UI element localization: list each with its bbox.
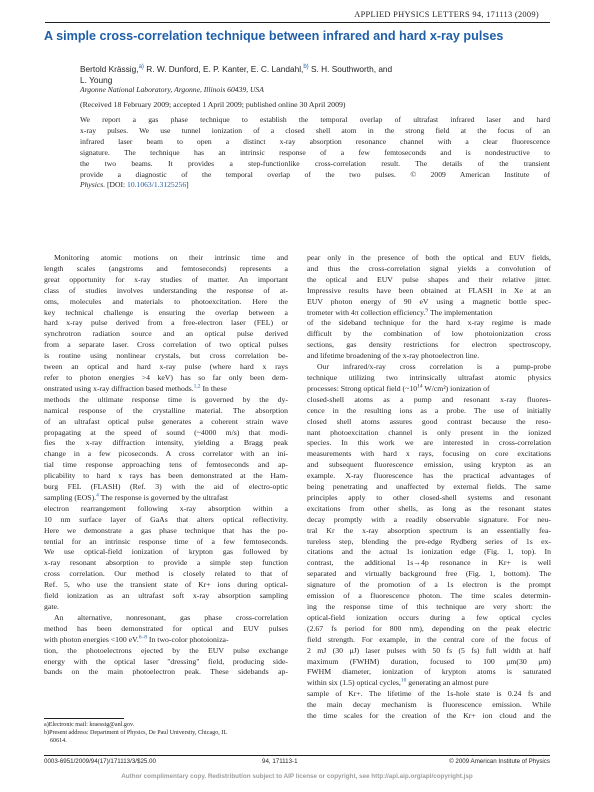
doi-close: ] xyxy=(186,180,189,190)
right-line: tureless step, blending the pre-edge Rydberg series of 1s ex- xyxy=(307,536,551,546)
right-line: (2.67 fs period for 800 nm), depending on the peak electric xyxy=(307,623,551,633)
right-line: and subsequent fluorescence emission, using krypton as an xyxy=(307,460,551,470)
right-line xyxy=(307,384,551,395)
footnote-address-cont: 60614. xyxy=(50,738,67,745)
left-line: from a separate laser. Cross correlation of two optical pulses xyxy=(44,340,288,350)
left-line xyxy=(44,635,288,646)
author-last: L. Young xyxy=(80,74,113,85)
right-line: contrast, the additional 1s→4p resonance in Kr+ is well xyxy=(307,558,551,568)
author-list xyxy=(80,62,475,86)
left-line xyxy=(44,384,288,395)
right-line: example. X-ray fluorescence has the practical advantages of xyxy=(307,471,551,481)
ref-1-2[interactable]: 1,2 xyxy=(193,383,201,390)
right-text: processes: Strong optical field (~10 xyxy=(307,383,418,393)
author-1-mark[interactable]: a) xyxy=(138,64,144,70)
right-text: generating an almost pure xyxy=(406,678,489,688)
right-text: W/cm²) ionization of xyxy=(422,383,490,393)
right-column xyxy=(307,253,551,722)
left-line: Here we demonstrate a gas phase technique that has the po- xyxy=(44,525,288,535)
footnotes xyxy=(44,721,288,746)
right-line: pear only in the presence of both the optical and EUV fields, xyxy=(307,253,551,262)
left-line xyxy=(44,493,288,504)
right-line: FWHM diameter, ionization of krypton atoms is saturated xyxy=(307,667,551,677)
author-1: Bertold Krässig, xyxy=(80,63,139,74)
right-line: sections, gas density restrictions for electron spectroscopy, xyxy=(307,340,551,350)
affiliation: Argonne National Laboratory, Argonne, Illinois 60439, USA xyxy=(80,85,264,94)
right-line: Impressive results have been obtained at FLASH in Xe at an xyxy=(307,285,551,295)
left-line: electron rearrangement following x-ray absorption within a xyxy=(44,503,288,513)
abstract-line: signature. The technique has an intrinsic response of a few femtoseconds and is nondestructive to xyxy=(80,147,550,157)
left-line: plicability to hard x rays has been demonstrated at the Ham- xyxy=(44,471,288,481)
right-line: EUV photon energy of 90 eV using a magnetic bottle spec- xyxy=(307,296,551,306)
right-line: 2 mJ (30 μJ) laser pulses with 50 fs (5 fs) full width at half xyxy=(307,645,551,655)
left-line: of an ultrafast optical pulse generates a coherent strain wave xyxy=(44,416,288,426)
right-text: trometer with 4π collection efficiency. xyxy=(307,307,426,317)
left-line: synchrotron radiation source and an optical pulse derived xyxy=(44,329,288,339)
left-line: method has been demonstrated for optical and EUV pulses xyxy=(44,623,288,633)
exponent-14: 14 xyxy=(417,383,423,390)
left-text: The response is governed by the ultrafast xyxy=(98,492,229,502)
left-line: change in a few picoseconds. A cross correlator with an ini- xyxy=(44,449,288,459)
footer-issn: 0003-6951/2009/94(17)/171113/3/$25.00 xyxy=(44,758,156,765)
right-line: measurements with hard x rays, focusing on core excitations xyxy=(307,449,551,459)
authors-2: R. W. Dunford, E. P. Kanter, E. C. Landahl, xyxy=(143,63,304,74)
right-line xyxy=(307,308,551,319)
left-line: fies the x-ray diffraction intensity, yielding a Bragg peak xyxy=(44,438,288,448)
ref-6-8[interactable]: 6–8 xyxy=(138,634,147,641)
left-line: class of studies involves understanding the response of at- xyxy=(44,285,288,295)
right-line: ing the response time of this technique are very short: the xyxy=(307,602,551,611)
left-line: field ionization as an ultrafast soft x-ray absorption sampling xyxy=(44,591,288,601)
right-line: decay promptly with a readily observable signature. For neu- xyxy=(307,514,551,524)
right-line xyxy=(307,678,551,689)
copyright-notice: Author complimentary copy. Redistribution subject to AIP license or copyright, see http://apl.aip.org/apl/copyright.jsp xyxy=(121,773,473,780)
left-line: gate. xyxy=(44,602,59,611)
ref-10[interactable]: 10 xyxy=(400,677,407,684)
received-dates: (Received 18 February 2009; accepted 1 April 2009; published online 30 April 2009) xyxy=(80,100,346,109)
authors-3: S. H. Southworth, and xyxy=(308,63,393,74)
right-line: difficult by the combination of low photoionization cross xyxy=(307,329,551,339)
right-line: species. In this work we are interested in cross-correlation xyxy=(307,438,551,448)
ref-4[interactable]: 4 xyxy=(96,492,99,499)
right-line: tral Kr the x-ray absorption spectrum is an essentially fea- xyxy=(307,525,551,535)
left-line: is routine using nonlinear crystals, but cross correlation be- xyxy=(44,351,288,361)
abstract-line: We report a gas phase technique to establish the temporal overlap of ultrafast infrared laser and hard xyxy=(80,115,550,124)
right-text: The implementation xyxy=(428,307,493,317)
footer-copyright: © 2009 American Institute of Physics xyxy=(449,758,550,765)
abstract-line: infrared laser beam to open a distinct x-ray absorption resonance channel with a clear fluorescence xyxy=(80,136,550,146)
left-line: tion, the photoelectrons ejected by the EUV pulse exchange xyxy=(44,645,288,655)
right-line: principles apply to other closed-shell systems and resonant xyxy=(307,492,551,502)
right-line: Our infrared/x-ray cross correlation is a pump-probe xyxy=(317,362,551,372)
left-line: Monitoring atomic motions on their intrinsic time and xyxy=(54,253,288,262)
footer-rule xyxy=(44,755,550,756)
left-line: burg FEL (FLASH) (Ref. 3) with the aid of electro-optic xyxy=(44,482,288,492)
abstract-last-line xyxy=(80,180,550,191)
article-title: A simple cross-correlation technique between infrared and hard x-ray pulses xyxy=(44,29,504,43)
left-line: bands on the main photoelectron peak. These sidebands ap- xyxy=(44,667,288,677)
left-line: namical response of the crystalline material. The absorption xyxy=(44,405,288,415)
ref-9[interactable]: 9 xyxy=(425,306,429,313)
right-line: the main decay mechanism is fluorescence emission. While xyxy=(307,700,551,710)
doi-label: [DOI: xyxy=(105,180,128,190)
right-line: of the sideband technique for the hard x-ray regime is made xyxy=(307,318,551,328)
left-line: great opportunity for x-ray studies of matter. An important xyxy=(44,274,288,284)
abstract xyxy=(80,115,550,191)
abstract-physics: Physics. xyxy=(80,180,106,190)
left-line: length scales (angstroms and femtoseconds) represents a xyxy=(44,263,288,273)
right-line: being penetrating and unaffected by external fields. The same xyxy=(307,482,551,492)
abstract-line: the two beams. It provides a step-functionlike cross-correlation result. The details of the transient xyxy=(80,158,550,168)
left-line: refer to photon energies >4 keV) has so far only been dem- xyxy=(44,372,288,382)
left-text: sampling (EOS). xyxy=(44,492,97,502)
left-line: oms, molecules and materials to photoexcitation. Here the xyxy=(44,296,288,306)
right-line: emission of a fluorescence photon. The time scales determin- xyxy=(307,591,551,601)
left-line: An alternative, nonresonant, gas phase cross-correlation xyxy=(54,612,288,622)
footnote-email: a)Electronic mail: kraessig@anl.gov. xyxy=(44,722,135,728)
right-line: sample of Kr+. The lifetime of the 1s-hole state is 0.24 fs and xyxy=(307,689,551,699)
right-line: technique utilizing two intrinsically ultrafast atomic physics xyxy=(307,372,551,382)
left-line: tial time response approaching tens of femtoseconds and ap- xyxy=(44,460,288,470)
right-line: closed-shell atoms as a pump and resonant x-ray fluores- xyxy=(307,394,551,404)
left-line: tween an optical and hard x-ray pulse (where hard x rays xyxy=(44,362,288,372)
left-text: In two-color photoioniza- xyxy=(146,634,229,644)
left-text: onstrated using x-ray diffraction based methods. xyxy=(44,383,194,393)
journal-header: APPLIED PHYSICS LETTERS 94, 171113 (2009) xyxy=(354,10,539,19)
footer-page: 94, 171113-1 xyxy=(262,758,298,765)
right-line: signature of the promotion of a 1s electron is the prompt xyxy=(307,580,551,590)
left-line: tential for an intrinsic response time of a few femtoseconds. xyxy=(44,536,288,546)
left-column xyxy=(44,253,288,678)
left-line: key technical challenge is ensuring the overlap between a xyxy=(44,307,288,317)
left-line: hard x-ray pulse derived from a free-electron laser (FEL) or xyxy=(44,318,288,328)
right-line: separated and virtually background free (Fig. 1, bottom). The xyxy=(307,569,551,579)
left-text: with photon energies <100 eV. xyxy=(44,634,139,644)
right-line: the time scales for the creation of the Kr+ ion cloud and the xyxy=(307,711,551,721)
doi-link[interactable]: 10.1063/1.3125256 xyxy=(127,180,187,190)
header-rule xyxy=(45,22,550,23)
right-text: within six (1.5) optical cycles, xyxy=(307,678,401,688)
left-line: energy with the optical laser "dressing" field, producing side- xyxy=(44,656,288,666)
left-line: We use optical-field ionization of krypton gas followed by xyxy=(44,547,288,557)
right-line: and thus the cross-correlation signal yields a convolution of xyxy=(307,263,551,273)
left-line: methods the ultimate response time is governed by the dy- xyxy=(44,394,288,404)
right-line: closed shell atoms assures good contrast because the reso- xyxy=(307,416,551,426)
left-line: propagating at the speed of sound (~4000 m/s) that modi- xyxy=(44,427,288,437)
right-line: maximum (FWHM) duration, focused to 100 μm(30 μm) xyxy=(307,656,551,666)
right-line: cence in the resulting ions as a probe. The use of initially xyxy=(307,405,551,415)
right-line: and lifetime broadening of the x-ray photoelectron line. xyxy=(307,351,480,361)
left-line: Ref. 5, who use the transient state of Kr+ ions during optical- xyxy=(44,580,288,590)
right-line: nant photoexcitation channel is only present in the ionized xyxy=(307,427,551,437)
right-line: excitations from other shells, as long as the resonant states xyxy=(307,503,551,513)
footnote-address: b)Present address: Department of Physics, De Paul University, Chicago, IL xyxy=(44,730,228,737)
left-line: x-ray resonant absorption to provide a simple step function xyxy=(44,558,288,568)
footnote-rule xyxy=(44,718,124,719)
right-line: optical-field ionization occurs during a few optical cycles xyxy=(307,612,551,622)
abstract-line: x-ray pulses. We use tunnel ionization of a closed shell atom in the strong field at the focus of an xyxy=(80,125,550,135)
right-line: field strength. For example, in the central core of the focus of xyxy=(307,634,551,644)
right-line: citations and the actual 1s ionization edge (Fig. 1, top). In xyxy=(307,547,551,557)
left-line: cross correlation. Our method is closely related to that of xyxy=(44,569,288,579)
author-landahl-mark[interactable]: b) xyxy=(303,64,309,70)
left-line: 10 nm surface layer of GaAs that alters optical reflectivity. xyxy=(44,514,288,524)
left-text: In these xyxy=(200,383,227,393)
right-line: the optical and EUV pulse shapes and their relative jitter. xyxy=(307,274,551,284)
abstract-line: provide a diagnostic of the temporal overlap of the two pulses. © 2009 American Institute of xyxy=(80,169,550,179)
